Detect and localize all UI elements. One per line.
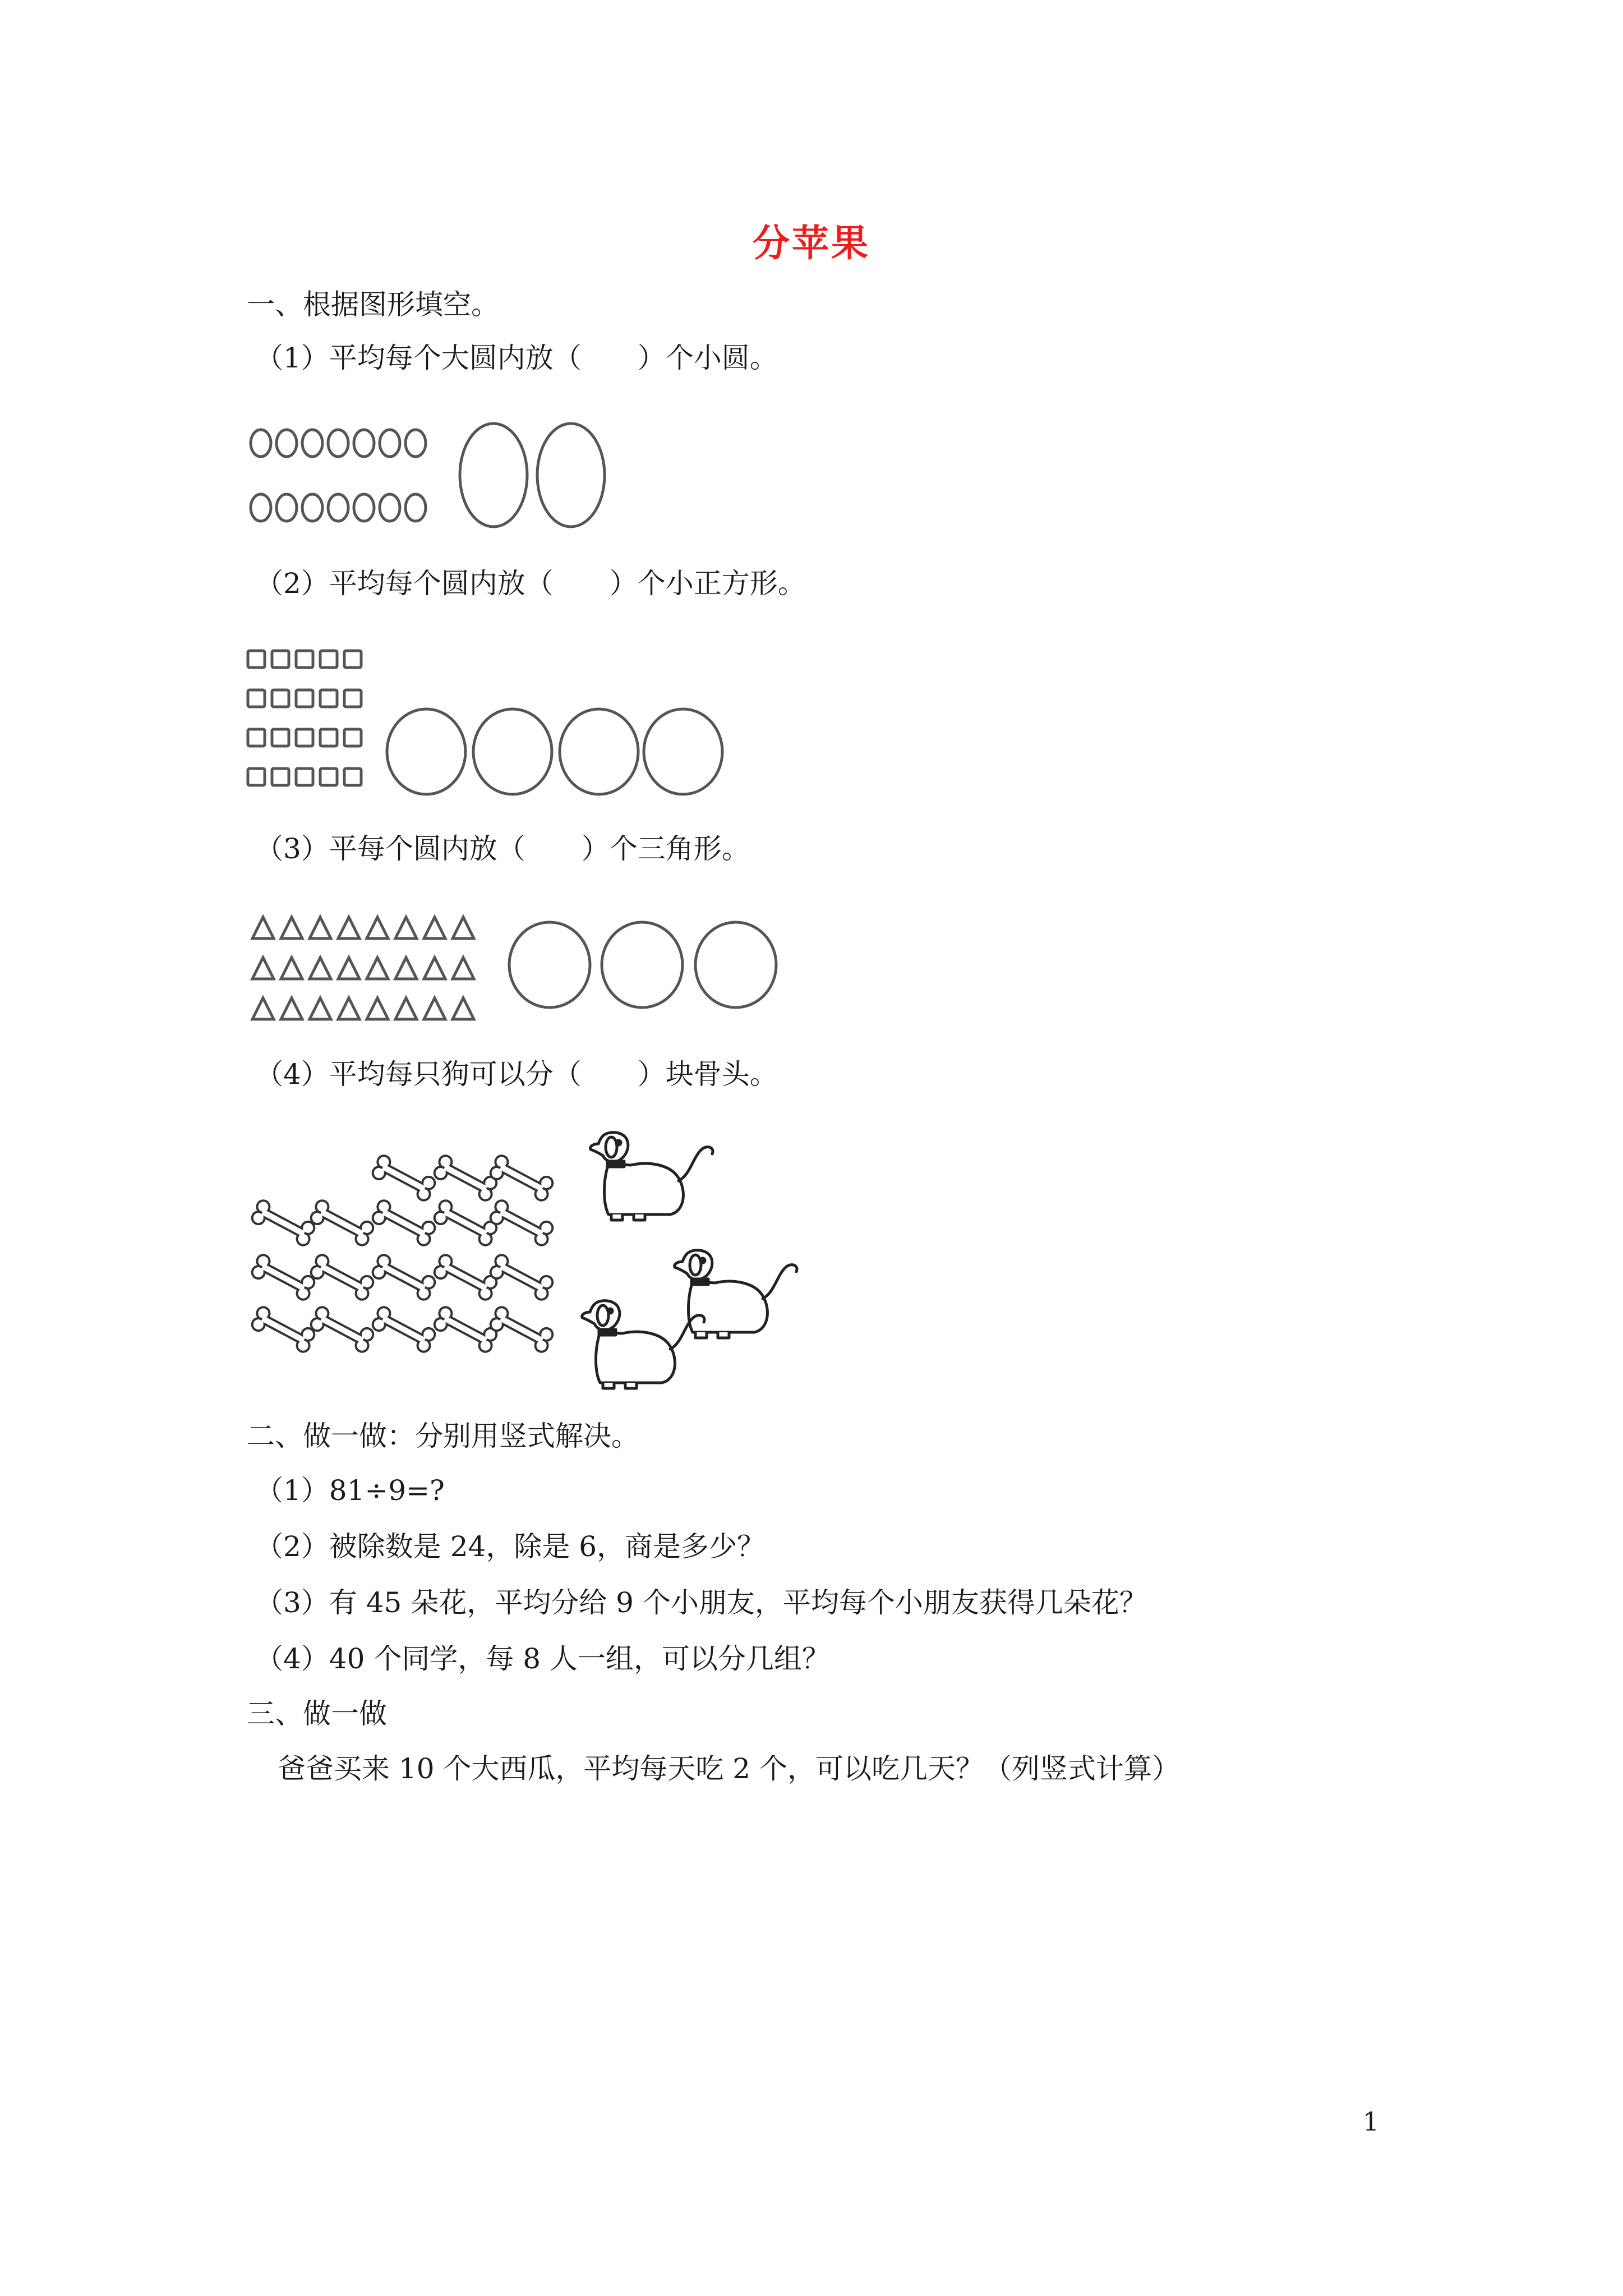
triangle	[310, 958, 331, 979]
triangle	[338, 917, 359, 938]
triangle	[395, 958, 417, 979]
bone	[308, 1197, 376, 1250]
small-circle	[380, 430, 400, 457]
circle	[602, 922, 683, 1007]
circle	[644, 709, 722, 794]
big-circle	[537, 424, 605, 527]
small-square	[248, 690, 265, 707]
small-circle	[354, 494, 374, 521]
bone	[308, 1303, 376, 1356]
bone	[431, 1251, 499, 1304]
bone	[249, 1197, 317, 1250]
triangle	[453, 998, 474, 1019]
triangle	[453, 917, 474, 938]
small-square	[248, 769, 265, 785]
bone	[370, 1303, 437, 1356]
triangle	[338, 998, 359, 1019]
circle	[473, 709, 552, 794]
small-circle	[251, 494, 271, 521]
small-circle	[276, 494, 297, 521]
big-circle	[460, 424, 527, 527]
bone	[370, 1152, 437, 1205]
page-title: 分苹果	[753, 222, 870, 265]
small-square	[320, 651, 337, 668]
figure-small-circles	[247, 412, 639, 536]
small-circle	[354, 430, 374, 457]
small-square	[272, 769, 289, 785]
bone	[249, 1251, 317, 1304]
bone	[370, 1197, 437, 1250]
small-circle	[328, 430, 348, 457]
question-2-3: （3）有 45 朵花，平均分给 9 个小朋友，平均每个小朋友获得几朵花？	[255, 1586, 1147, 1619]
small-circle	[405, 494, 426, 521]
small-square	[272, 651, 289, 668]
dog	[582, 1301, 704, 1388]
triangle	[367, 917, 388, 938]
bone	[487, 1251, 555, 1304]
triangle	[367, 958, 388, 979]
small-square	[320, 690, 337, 707]
bone	[308, 1251, 376, 1304]
bone	[487, 1303, 555, 1356]
dog	[675, 1250, 797, 1338]
figure-bones-and-dogs	[241, 1130, 836, 1416]
small-square	[296, 651, 313, 668]
triangle	[395, 998, 417, 1019]
small-square	[344, 651, 361, 668]
triangle	[424, 958, 445, 979]
small-square	[296, 729, 313, 746]
triangle	[310, 998, 331, 1019]
question-1-2: （2）平均每个圆内放（ ）个小正方形。	[255, 567, 806, 600]
small-square	[272, 690, 289, 707]
section1-heading: 一、根据图形填空。	[247, 288, 499, 321]
circle	[509, 922, 590, 1007]
circle	[695, 922, 776, 1007]
bone	[431, 1197, 499, 1250]
circle	[387, 709, 465, 794]
question-1-3: （3）平每个圆内放（ ）个三角形。	[255, 832, 750, 865]
small-circle	[302, 494, 322, 521]
triangle	[252, 917, 274, 938]
dog	[591, 1133, 713, 1220]
bone	[431, 1152, 499, 1205]
triangle	[252, 958, 274, 979]
question-1-1: （1）平均每个大圆内放（ ）个小圆。	[255, 342, 778, 374]
small-square	[248, 651, 265, 668]
small-square	[272, 729, 289, 746]
small-circle	[328, 494, 348, 521]
triangle	[310, 917, 331, 938]
question-2-4: （4）40 个同学，每 8 人一组，可以分几组？	[255, 1642, 830, 1675]
question-2-2: （2）被除数是 24，除是 6，商是多少？	[255, 1530, 766, 1563]
question-3-1: 爸爸买来 10 个大西瓜，平均每天吃 2 个，可以吃几天？（列竖式计算）	[278, 1752, 1181, 1785]
small-square	[296, 769, 313, 785]
triangle	[424, 917, 445, 938]
bone	[249, 1303, 317, 1356]
small-circle	[380, 494, 400, 521]
triangle	[252, 998, 274, 1019]
circle	[560, 709, 638, 794]
small-square	[344, 769, 361, 785]
bone	[370, 1251, 437, 1304]
bone	[431, 1303, 499, 1356]
question-1-4: （4）平均每只狗可以分（ ）块骨头。	[255, 1058, 778, 1091]
figure-triangles	[247, 909, 808, 1021]
triangle	[367, 998, 388, 1019]
small-square	[320, 729, 337, 746]
triangle	[281, 958, 302, 979]
small-circle	[251, 430, 271, 457]
section3-heading: 三、做一做	[247, 1697, 387, 1730]
small-circle	[302, 430, 322, 457]
triangle	[395, 917, 417, 938]
small-square	[248, 729, 265, 746]
small-square	[320, 769, 337, 785]
triangle	[424, 998, 445, 1019]
bone	[487, 1152, 555, 1205]
section2-heading: 二、做一做：分别用竖式解决。	[247, 1420, 639, 1452]
small-square	[344, 690, 361, 707]
figure-small-squares	[241, 639, 723, 808]
question-2-1: （1）81÷9=?	[255, 1474, 445, 1507]
triangle	[281, 998, 302, 1019]
small-circle	[276, 430, 297, 457]
bone	[487, 1197, 555, 1250]
small-square	[344, 729, 361, 746]
triangle	[281, 917, 302, 938]
small-circle	[405, 430, 426, 457]
triangle	[338, 958, 359, 979]
page-number: 1	[1363, 2106, 1380, 2137]
small-square	[296, 690, 313, 707]
triangle	[453, 958, 474, 979]
